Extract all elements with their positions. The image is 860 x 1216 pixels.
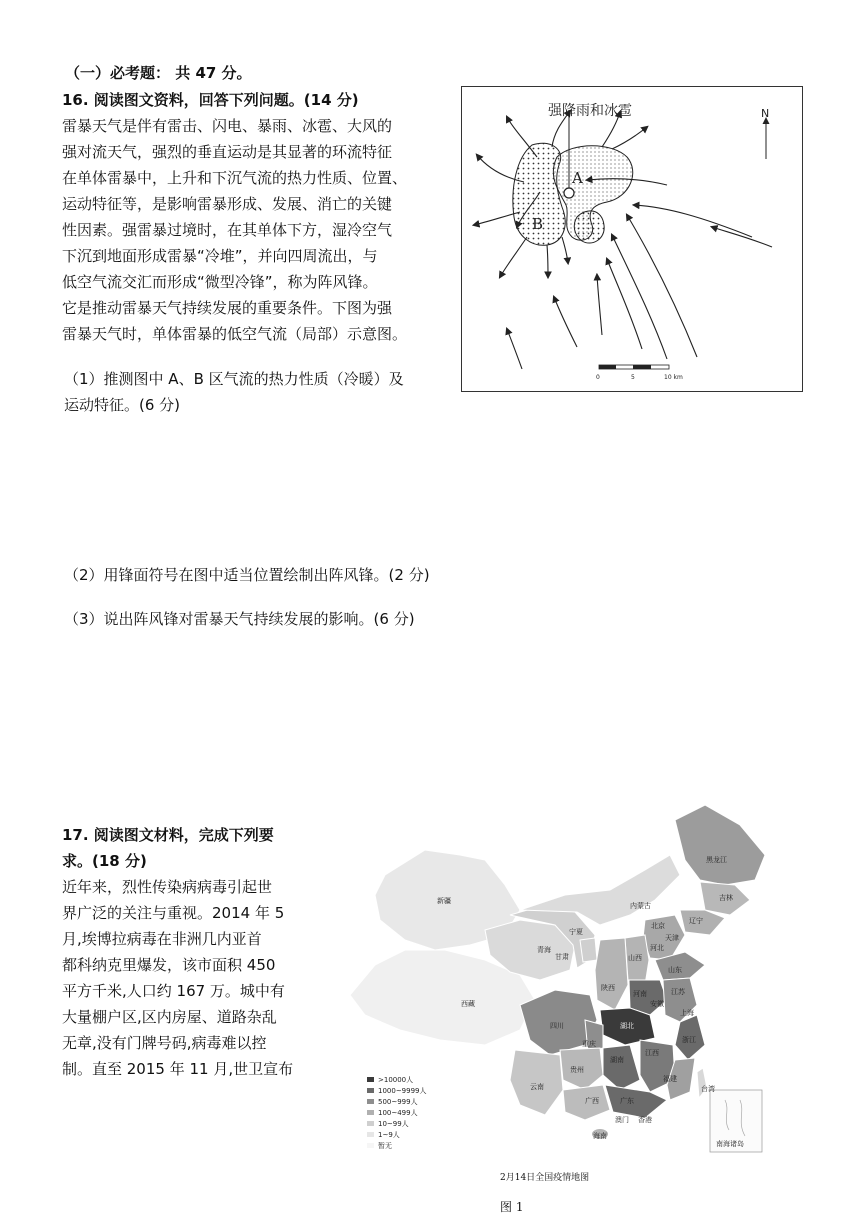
q17-title-line: 求。(18 分) <box>62 852 147 870</box>
q17-line: 界广泛的关注与重视。2014 年 5 <box>62 904 285 922</box>
legend-swatch <box>367 1132 374 1137</box>
q17-title-line: 17. 阅读图文材料，完成下列要 <box>62 826 274 844</box>
label-tianjin: 天津 <box>665 934 679 942</box>
inflow-arrow <box>634 205 752 237</box>
outflow-arrow <box>612 127 647 149</box>
legend-swatch <box>367 1110 374 1115</box>
label-shaanxi: 陕西 <box>601 984 615 992</box>
label-jilin: 吉林 <box>719 894 733 902</box>
legend-label: 100~499人 <box>378 1109 418 1117</box>
q16-sub3: （3）说出阵风锋对雷暴天气持续发展的影响。(6 分) <box>64 610 415 628</box>
inflow-arrow <box>607 259 642 349</box>
q16-line: 雷暴天气时，单体雷暴的低空气流（局部）示意图。 <box>62 325 408 343</box>
label-sichuan: 四川 <box>550 1022 564 1030</box>
legend-swatch <box>367 1143 374 1148</box>
outflow-arrow <box>547 245 548 277</box>
label-shanxi: 山西 <box>628 954 642 962</box>
q16-sub1-line: （1）推测图中 A、B 区气流的热力性质（冷暖）及 <box>64 370 404 388</box>
q17-line: 大量棚户区,区内房屋、道路杂乱 <box>62 1008 277 1026</box>
label-b: B <box>532 215 544 233</box>
q17-passage <box>62 874 293 1082</box>
outflow-arrow <box>507 117 537 157</box>
label-aomen: 澳门 <box>615 1116 629 1124</box>
north-label: N <box>761 107 770 120</box>
legend-swatch <box>367 1121 374 1126</box>
inflow-arrow <box>554 297 577 347</box>
thunderstorm-airflow-figure <box>461 86 803 392</box>
label-hunan: 湖南 <box>610 1056 624 1064</box>
label-shandong: 山东 <box>668 966 682 974</box>
q17-line: 平方千米,人口约 167 万。城中有 <box>62 982 285 1000</box>
inflow-arrow <box>507 329 522 369</box>
map-title: 2月14日全国疫情地图 <box>500 1173 590 1183</box>
q16-line: 低空气流交汇而形成“微型冷锋”，称为阵风锋。 <box>62 273 378 291</box>
q16-line: 性因素。强雷暴过境时，在其单体下方，湿冷空气 <box>62 221 393 239</box>
q17-title <box>62 822 274 874</box>
map-legend <box>367 1075 427 1150</box>
label-xianggang: 香港 <box>638 1116 652 1124</box>
label-xizang: 西藏 <box>461 1000 475 1008</box>
airflow-diagram <box>462 87 802 391</box>
inset-label: 南海诸岛 <box>716 1140 744 1148</box>
q16-line: 它是推动雷暴天气持续发展的重要条件。下图为强 <box>62 299 393 317</box>
q16-title: 16. 阅读图文资料，回答下列问题。(14 分) <box>62 91 359 109</box>
outflow-arrow <box>474 212 520 225</box>
q17-line: 制。直至 2015 年 11 月,世卫宣布 <box>62 1060 294 1078</box>
scale-tick: 5 <box>631 374 635 381</box>
outflow-arrow <box>562 237 568 263</box>
label-guangxi: 广西 <box>585 1097 599 1105</box>
q17-line: 都科纳克里爆发，该市面积 450 <box>62 956 276 974</box>
section-heading: （一）必考题： 共 47 分。 <box>65 64 252 82</box>
legend-swatch <box>367 1099 374 1104</box>
q16-sub1 <box>64 366 404 418</box>
label-hebei: 河北 <box>650 944 664 952</box>
hail-cell <box>574 211 604 243</box>
scale-bar <box>596 365 683 381</box>
q16-line: 雷暴天气是伴有雷击、闪电、暴雨、冰雹、大风的 <box>62 117 393 135</box>
legend-label: >10000人 <box>378 1076 414 1084</box>
legend-label: 1~9人 <box>378 1131 400 1139</box>
q16-line: 下沉到地面形成雷暴“冷堆”，并向四周流出，与 <box>62 247 378 265</box>
inflow-arrow <box>597 275 602 335</box>
q16-line: 运动特征等，是影响雷暴形成、发展、消亡的关键 <box>62 195 393 213</box>
legend-label: 暂无 <box>378 1142 392 1150</box>
label-qinghai: 青海 <box>537 946 551 954</box>
storm-label: 强降雨和冰雹 <box>548 103 632 119</box>
region-heilongjiang <box>675 805 765 885</box>
legend-label: 500~999人 <box>378 1098 418 1106</box>
label-hubei: 湖北 <box>620 1022 634 1030</box>
q17-line: 月,埃博拉病毒在非洲几内亚首 <box>62 930 262 948</box>
q17-line: 近年来，烈性传染病病毒引起世 <box>62 878 273 896</box>
label-chongqing: 重庆 <box>582 1040 596 1048</box>
q16-line: 强对流天气，强烈的垂直运动是其显著的环流特征 <box>62 143 393 161</box>
label-a: A <box>572 169 583 187</box>
q16-line: 在单体雷暴中，上升和下沉气流的热力性质、位置、 <box>62 169 408 187</box>
label-guangdong: 广东 <box>620 1097 634 1105</box>
label-gansu: 甘肃 <box>555 953 569 961</box>
region-hunan <box>603 1045 640 1090</box>
region-taiwan <box>697 1068 707 1098</box>
label-hainan: 海南 <box>593 1132 607 1140</box>
label-zhejiang: 浙江 <box>682 1036 696 1044</box>
scale-tick: 10 km <box>664 374 683 381</box>
label-xinjiang: 新疆 <box>437 897 451 905</box>
legend-swatch <box>367 1088 374 1093</box>
epidemic-map-figure <box>345 800 780 1160</box>
figure-caption: 图 1 <box>500 1200 524 1214</box>
label-heilongjiang: 黑龙江 <box>706 856 727 864</box>
legend-swatch <box>367 1077 374 1082</box>
label-shanghai: 上海 <box>680 1009 694 1017</box>
legend-label: 10~99人 <box>378 1120 409 1128</box>
region-ningxia <box>580 938 597 962</box>
region-guangdong <box>605 1085 667 1118</box>
label-ningxia: 宁夏 <box>569 928 583 936</box>
label-beijing: 北京 <box>651 922 665 930</box>
q16-sub2: （2）用锋面符号在图中适当位置绘制出阵风锋。(2 分) <box>64 566 430 584</box>
legend-label: 1000~9999人 <box>378 1087 427 1095</box>
label-jiangsu: 江苏 <box>671 988 685 996</box>
label-fujian: 福建 <box>663 1075 677 1083</box>
label-henan: 河南 <box>633 990 647 998</box>
label-yunnan: 云南 <box>530 1083 544 1091</box>
label-guizhou: 贵州 <box>570 1066 584 1074</box>
q16-sub1-line: 运动特征。(6 分) <box>64 396 181 414</box>
q17-line: 无章,没有门牌号码,病毒难以控 <box>62 1034 267 1052</box>
label-jiangxi: 江西 <box>645 1049 659 1057</box>
label-taiwan: 台湾 <box>701 1085 715 1093</box>
q16-passage <box>62 113 407 347</box>
region-shaanxi <box>595 938 628 1010</box>
outflow-arrow <box>500 237 527 277</box>
inflow-arrow <box>712 227 772 247</box>
scale-tick: 0 <box>596 374 600 381</box>
label-liaoning: 辽宁 <box>689 917 703 925</box>
label-anhui: 安徽 <box>650 1000 664 1008</box>
updraft-center <box>564 188 574 198</box>
label-neimenggu: 内蒙古 <box>630 902 651 910</box>
china-choropleth-map <box>345 800 780 1160</box>
